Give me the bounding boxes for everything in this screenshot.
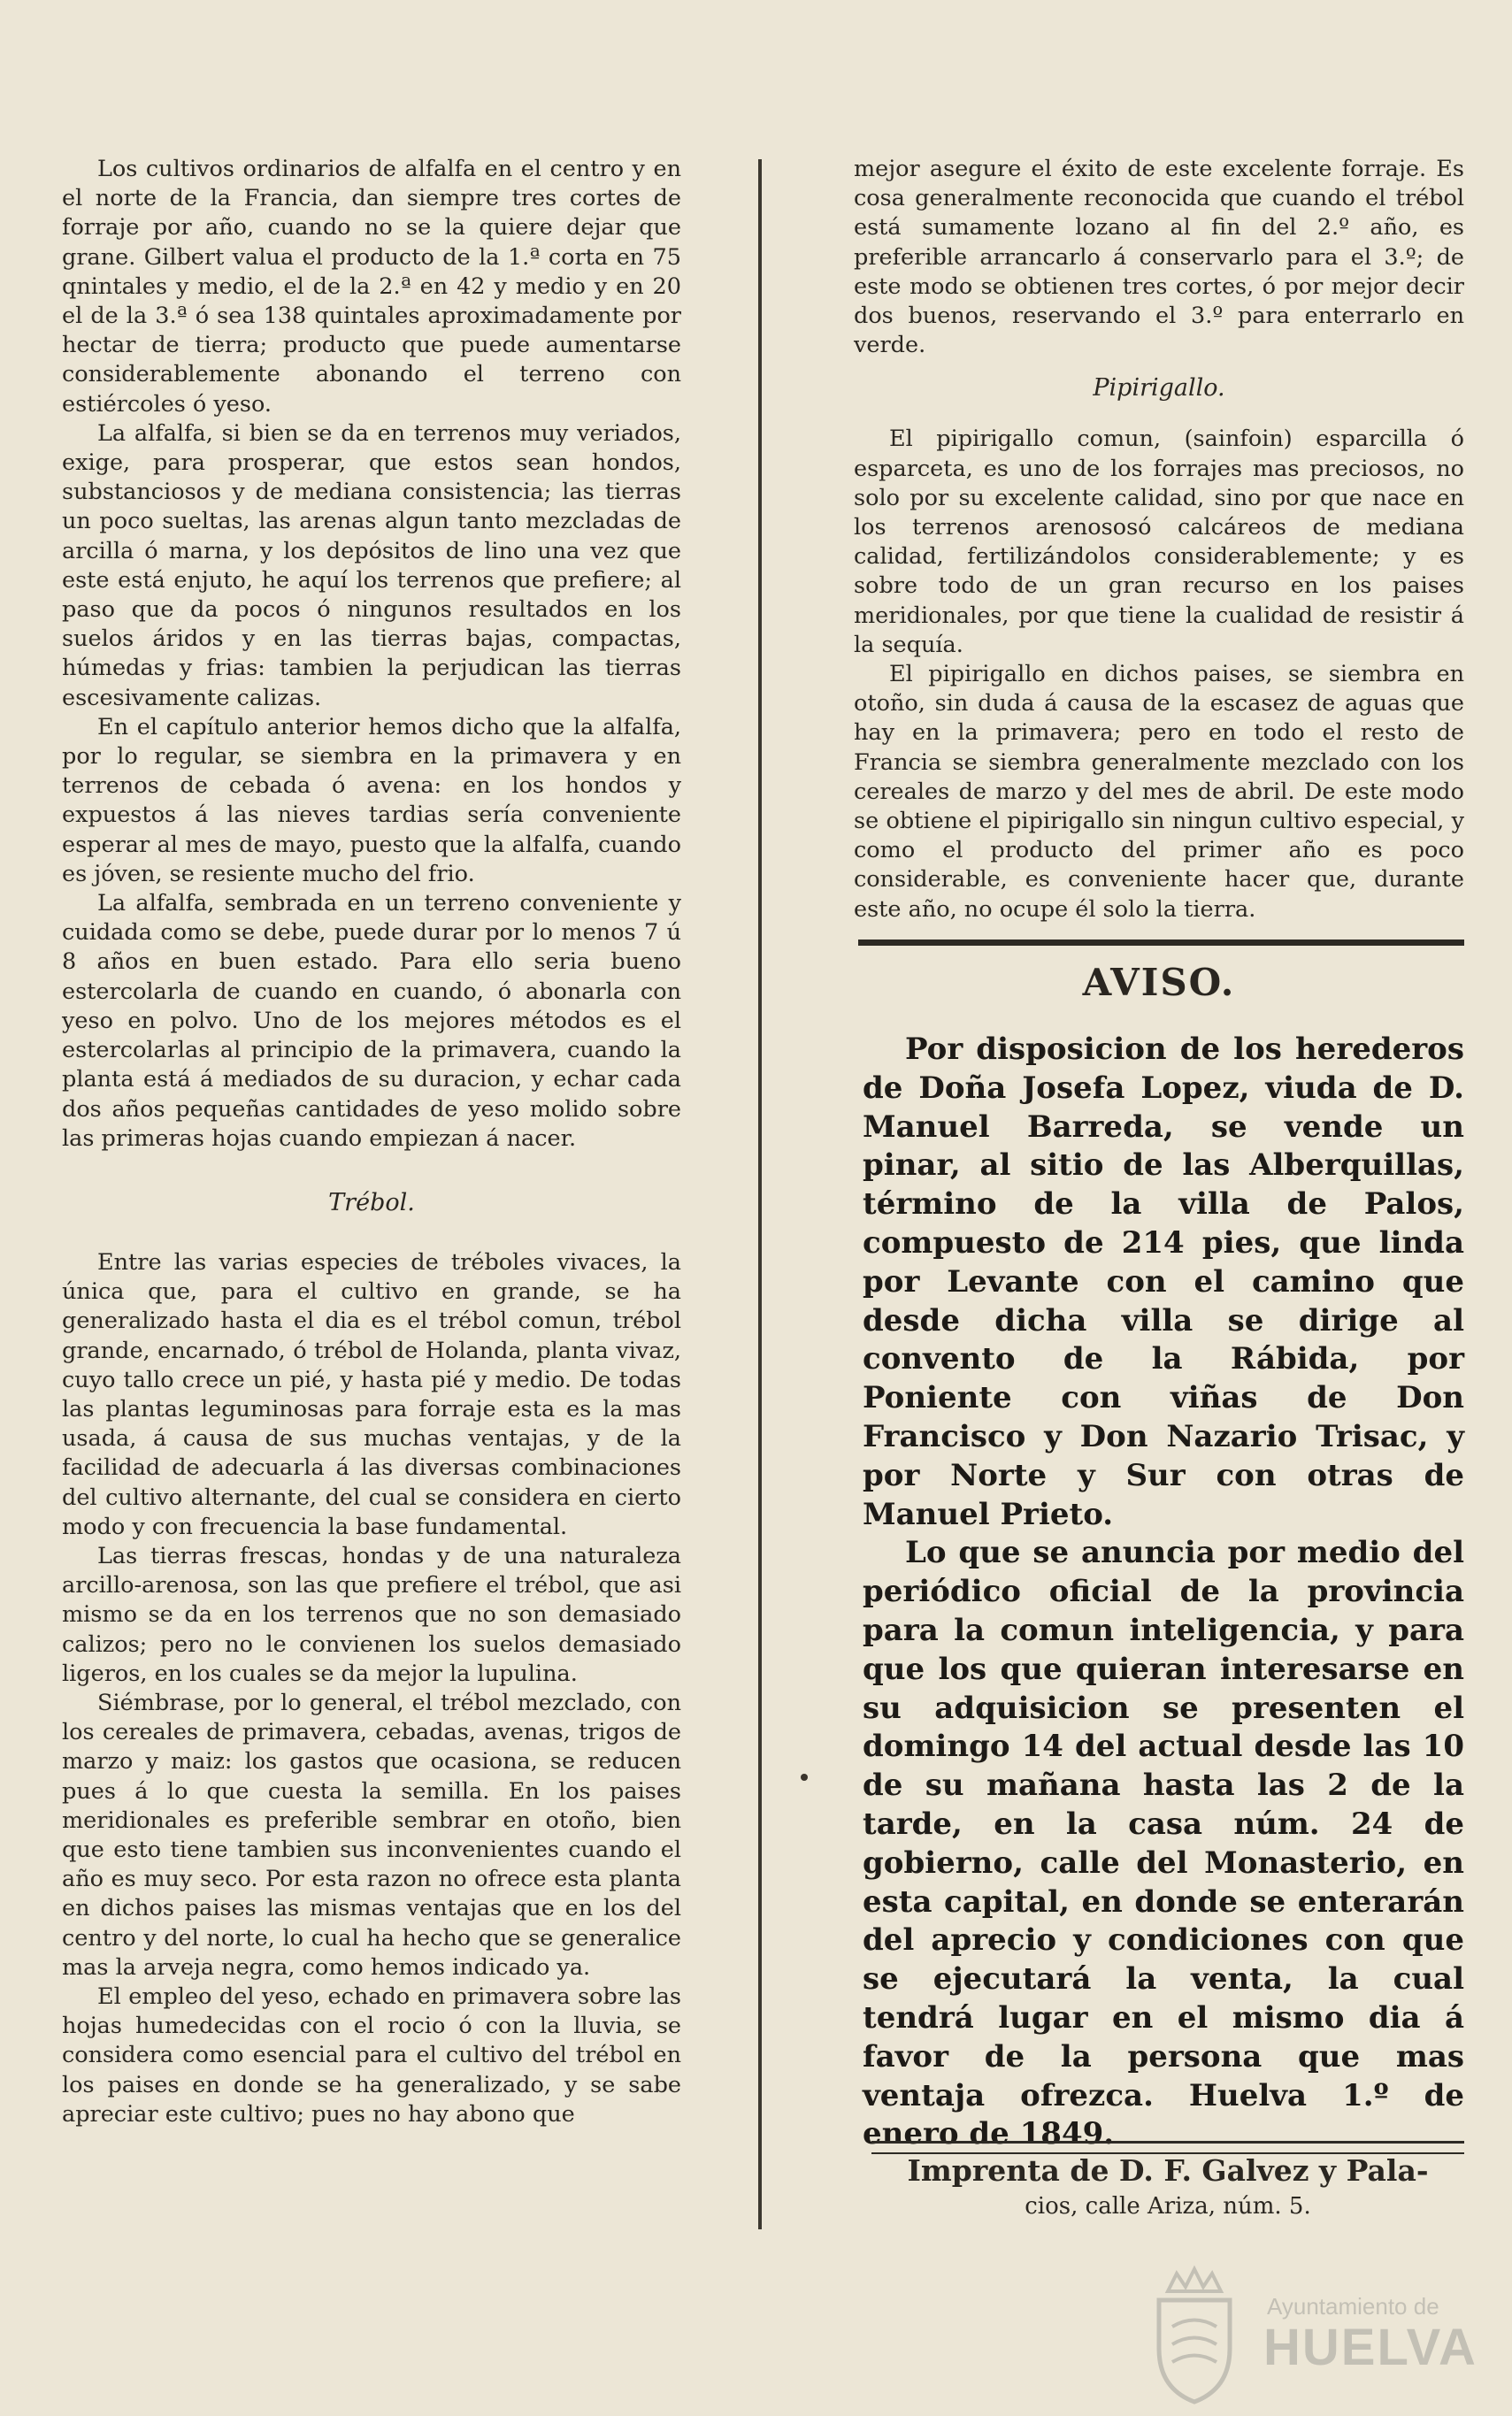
heading-trebol: Trébol. [328,1188,415,1216]
paragraph-alfalfa-siembra: En el capítulo anterior hemos dicho que la alfalfa, por lo regular, se siembra en la primavera y en terrenos de cebada ó avena: en los hondos y expuestos á las nieves tardias sería conveniente esperar al mes de mayo, puesto que la alfalfa, cuando es jóven, se resiente mucho del frio. [62,713,681,887]
watermark [1141,2265,1495,2406]
paragraph-alfalfa-cortes: Los cultivos ordinarios de alfalfa en el centro y en el norte de la Francia, dan siempre tres cortes de forraje por año, cuando no se la quiere dejar que grane. Gilbert valua el producto de la 1.ª corta en 75 qnintales y medio, el de la 2.ª en 42 y medio y en 20 el de la 3.ª ó sea 138 quintales aproximadamente por hectar de tierra; producto que puede aumentarse considerablemente abonando el terreno con estiércoles ó yeso. [62,156,681,418]
imprint-line-1: Imprenta de D. F. Galvez y Pala- [907,2153,1429,2188]
imprint [871,2151,1464,2222]
aviso-title: AVISO. [1082,961,1236,1004]
paragraph-trebol-yeso: El empleo del yeso, echado en primavera sobre las hojas humedecidas con el rocio ó con la lluvia, se considera como esencial para el cultivo del trébol en los paises en donde se ha generalizado, y se sabe apreciar este cultivo; pues no hay abono que [62,1983,681,2128]
paragraph-trebol-siembra: Siémbrase, por lo general, el trébol mezclado, con los cereales de primavera, cebadas, avenas, trigos de marzo y maiz: los gastos que ocasiona, se reducen pues á lo que cuesta la semilla. En los paises meridionales es preferible sembrar en otoño, bien que esto tiene tambien sus inconvenientes cuando el año es muy seco. Por esta razon no ofrece esta planta en dichos paises las mismas ventajas que en los del centro y del norte, lo cual ha hecho que se generalice mas la arveja negra, como hemos indicado ya. [62,1689,681,1981]
watermark-line-2: HUELVA [1263,2319,1477,2376]
paragraph-trebol-especies: Entre las varias especies de tréboles vivaces, la única que, para el cultivo en grande, se ha generalizado hasta el dia es el trébol comun, trébol grande, encarnado, ó trébol de Holanda, planta vivaz, cuyo tallo crece un pié, y hasta pié y medio. De todas las plantas leguminosas para forraje esta es la mas usada, á causa de sus muchas ventajas, y de la facilidad de adecuarla á las diversas combinaciones del cultivo alternante, del cual se considera en cierto modo y con frecuencia la base fundamental. [62,1248,681,1540]
right-column [854,155,1464,924]
heading-pipirigallo: Pipirigallo. [1093,374,1225,403]
coat-of-arms-icon [1141,2265,1247,2406]
aviso-notice [863,1031,1464,2154]
aviso-paragraph-venta: Por disposicion de los herederos de Doña Josefa Lopez, viuda de D. Manuel Barreda, se vende un pinar, al sitio de las Alberquillas, término de la villa de Palos, compuesto de 214 pies, que linda por Levante con el camino que desde dicha villa se dirige al convento de la Rábida, por Poniente con viñas de Don Francisco y Don Nazario Trisac, y por Norte y Sur con otras de Manuel Prieto. [863,1032,1464,1532]
watermark-line-1: Ayuntamiento de [1267,2293,1439,2320]
left-column [62,155,681,2129]
paragraph-alfalfa-terrenos: La alfalfa, si bien se da en terrenos muy veriados, exige, para prosperar, que estos sean hondos, substanciosos y de mediana consistencia; las tierras un poco sueltas, las arenas algun tanto mezcladas de arcilla ó marna, y los depósitos de lino una vez que este está enjuto, he aquí los terrenos que prefiere; al paso que da pocos ó ningunos resultados en los suelos áridos y en las tierras bajas, compactas, húmedas y frias: tambien la perjudican las tierras escesivamente calizas. [62,419,681,711]
paragraph-pipirigallo-comun: El pipirigallo comun, (sainfoin) esparcilla ó esparceta, es uno de los forrajes mas preciosos, no solo por su excelente calidad, sino por que nace en los terrenos arenososó calcáreos de mediana calidad, fertilizándolos considerablemente; y es sobre todo de un gran recurso en los paises meridionales, por que tiene la cualidad de resistir á la sequía. [854,426,1464,658]
aviso-paragraph-anuncio: Lo que se anuncia por medio del periódico oficial de la provincia para la comun inteligencia, y para que los que quieran interesarse en su adquisicion se presenten el domingo 14 del actual desde las 10 de su mañana hasta las 2 de la tarde, en la casa núm. 24 de gobierno, calle del Monasterio, en esta capital, en donde se enterarán del aprecio y condiciones con que se ejecutará la venta, la cual tendrá lugar en el mismo dia á favor de la persona que mas ventaja ofrezca. Huelva 1.º de enero de 1849. [863,1535,1464,2152]
paragraph-pipirigallo-siembra: El pipirigallo en dichos paises, se siembra en otoño, sin duda á causa de la escasez de aguas que hay en la primavera; pero en todo el resto de Francia se siembra generalmente mezclado con los cereales de marzo y del mes de abril. De este modo se obtiene el pipirigallo sin ningun cultivo especial, y como el producto del primer año es poco considerable, es conveniente hacer que, durante este año, no ocupe él solo la tierra. [854,661,1464,923]
section-rule [858,940,1464,946]
ink-speck [801,1774,808,1781]
paragraph-trebol-continuation: mejor asegure el éxito de este excelente forraje. Es cosa generalmente reconocida que cuando el trébol está sumamente lozano al fin del 2.º año, es preferible arrancarlo á conservarlo para el 3.º; de este modo se obtienen tres cortes, ó por mejor decir dos buenos, reservando el 3.º para enterrarlo en verde. [854,156,1464,359]
paragraph-trebol-tierras: Las tierras frescas, hondas y de una naturaleza arcillo-arenosa, son las que prefiere el trébol, que asi mismo se da en los terrenos que no son demasiado calizos; pero no le convienen los suelos demasiado ligeros, en los cuales se da mejor la lupulina. [62,1542,681,1687]
paragraph-alfalfa-duracion: La alfalfa, sembrada en un terreno conveniente y cuidada como se debe, puede durar por lo menos 7 ú 8 años en buen estado. Para ello seria bueno estercolarla de cuando en cuando, ó abonarla con yeso en polvo. Uno de los mejores métodos es el estercolarlas al principio de la primavera, cuando la planta está á mediados de su duracion, y echar cada dos años pequeñas cantidades de yeso molido sobre las primeras hojas cuando empiezan á nacer. [62,890,681,1152]
imprint-line-2: cios, calle Ariza, núm. 5. [1025,2193,1311,2220]
column-divider [758,159,762,2229]
